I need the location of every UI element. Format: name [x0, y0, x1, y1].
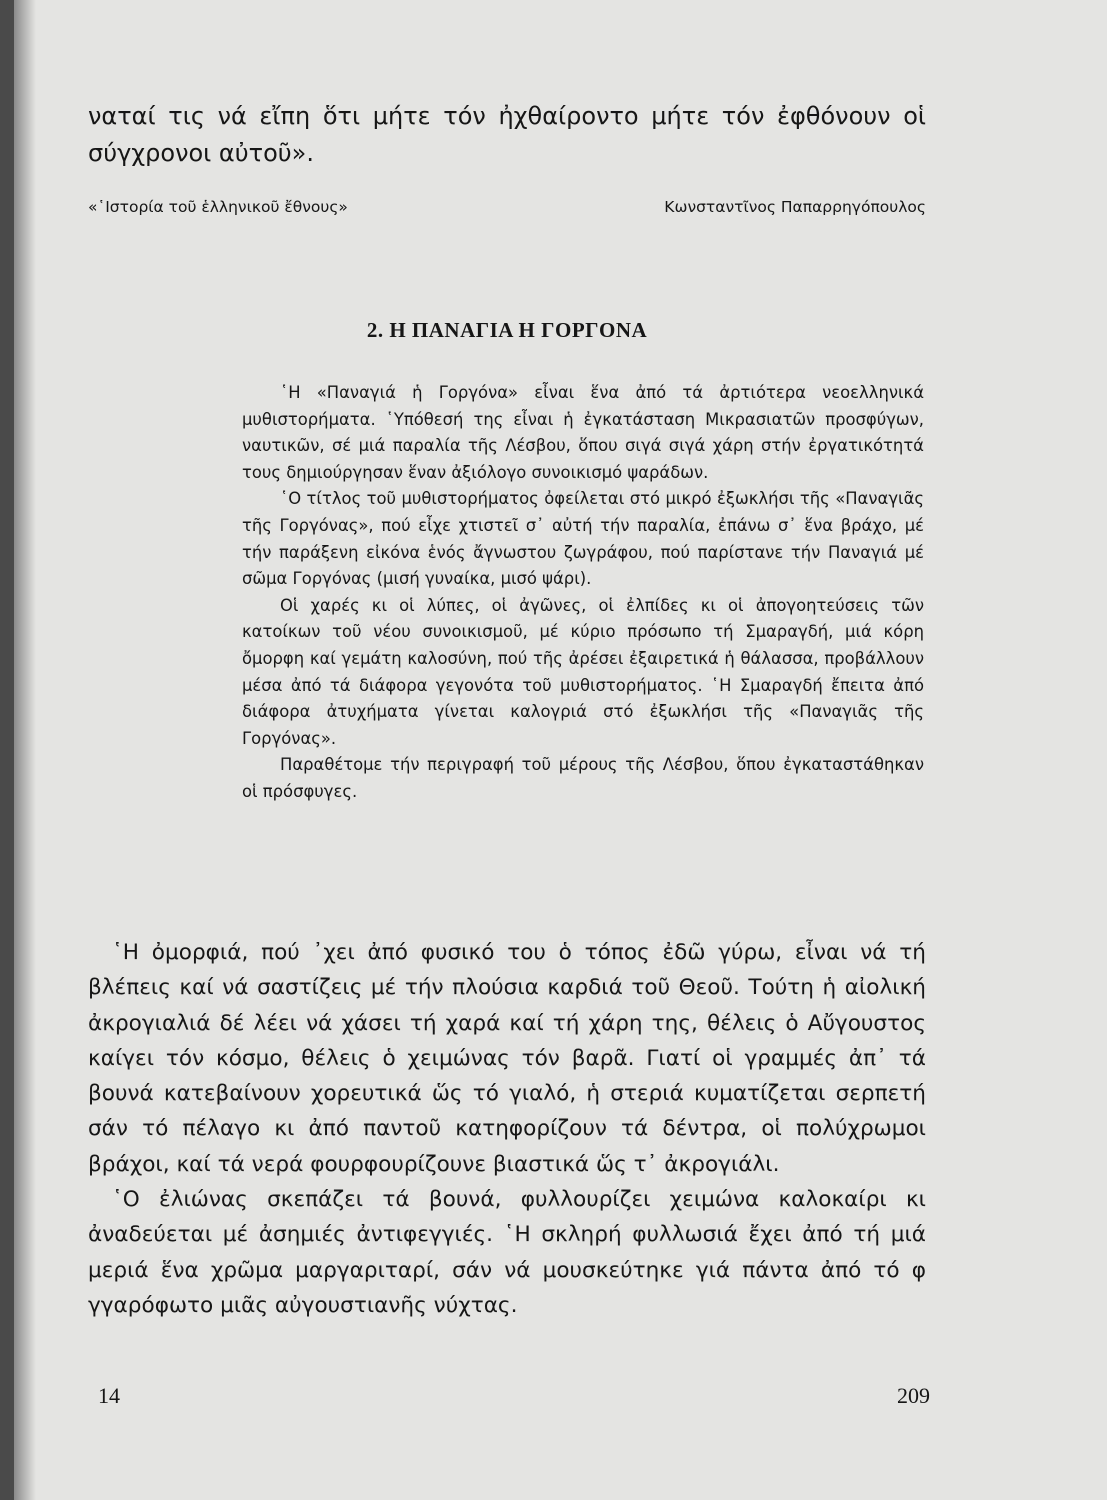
top-quote-text: ναταί τις νά εἴπη ὅτι μήτε τόν ἠχθαίροντο μήτε τόν ἐφθόνουν οἱ σύγχρονοι αὐτοῦ». — [88, 102, 926, 167]
quote-source-author: Κωνσταντῖνος Παπαρρηγόπουλος — [664, 198, 926, 216]
section-title: 2. Η ΠΑΝΑΓΙΑ Η ΓΟΡΓΟΝΑ — [366, 318, 648, 342]
intro-paragraph: ῾Ο τίτλος τοῦ μυθιστορήματος ὀφείλεται στό μικρό ἐξωκλήσι τῆς «Παναγιᾶς τῆς Γοργόνας», πού εἶχε χτιστεῖ σ᾽ αὐτή τήν παραλία, ἐπάνω σ᾽ ἕνα βράχο, μέ τήν παράξενη εἰκόνα ἑνός ἄγνωστου ζωγράφου, πού παρίστανε τήν Παναγιά μέ σῶμα Γοργόνας (μισή γυναίκα, μισό ψάρι). — [242, 489, 924, 589]
intro-paragraph: Παραθέτομε τήν περιγραφή τοῦ μέρους τῆς Λέσβου, ὅπου ἐγκαταστάθηκαν οἱ πρόσφυγες. — [242, 755, 924, 801]
quote-source-work: «῾Ιστορία τοῦ ἑλληνικοῦ ἔθνους» — [88, 198, 348, 216]
spine-shadow — [14, 0, 36, 1500]
signature-number: 14 — [98, 1383, 120, 1408]
quote-source — [88, 198, 926, 216]
book-page — [14, 0, 1107, 1500]
intro-paragraph: ῾Η «Παναγιά ἡ Γοργόνα» εἶναι ἕνα ἀπό τά ἀρτιότερα νεοελληνικά μυθιστορήματα. ῾Υπόθεσή της εἶναι ἡ ἐγκατάσταση Μικρασιατῶν προσφύγων, ναυτικῶν, σέ μιά παραλία τῆς Λέσβου, ὅπου σιγά σιγά χάρη στήν ἐργατικότητά τους δημιούργησαν ἕναν ἀξιόλογο συνοικισμό ψαράδων. — [242, 383, 924, 482]
excerpt-paragraph: ῾Ο ἐλιώνας σκεπάζει τά βουνά, φυλλουρίζει χειμώνα καλοκαίρι κι ἀναδεύεται μέ ἀσημιές ἀντιφεγγιές. ῾Η σκληρή φυλλωσιά ἔχει ἀπό τή μιά μεριά ἕνα χρῶμα μαργαριταρί, σάν νά μουσκεύτηκε γιά πάντα ἀπό τό φ γγαρόφωτο μιᾶς αὐγουστιανῆς νύχτας. — [88, 1187, 926, 1318]
intro-paragraph: Οἱ χαρές κι οἱ λύπες, οἱ ἀγῶνες, οἱ ἐλπίδες κι οἱ ἀπογοητεύσεις τῶν κατοίκων τοῦ νέου συνοικισμοῦ, μέ κύριο πρόσωπο τή Σμαραγδή, μιά κόρη ὄμορφη καί γεμάτη καλοσύνη, πού τῆς ἀρέσει ἐξαιρετικά ἡ θάλασσα, προβάλλουν μέσα ἀπό τά διάφορα γεγονότα τοῦ μυθιστορήματος. ῾Η Σμαραγδή ἔπειτα ἀπό διάφορα ἀτυχήματα γίνεται καλογριά στό ἐξωκλήσι τῆς «Παναγιᾶς τῆς Γοργόνας». — [242, 595, 924, 748]
intro-block — [242, 380, 924, 806]
excerpt-block — [88, 935, 926, 1323]
page-number: 209 — [897, 1383, 930, 1408]
excerpt-paragraph: ῾Η ὀμορφιά, πού ᾽χει ἀπό φυσικό του ὁ τόπος ἐδῶ γύρω, εἶναι νά τή βλέπεις καί νά σαστίζεις μέ τήν πλούσια καρδιά τοῦ Θεοῦ. Τούτη ἡ αἰολική ἀκρογιαλιά δέ λέει νά χάσει τή χαρά καί τή χάρη της, θέλεις ὁ Αὔγουστος καίγει τόν κόσμο, θέλεις ὁ χειμώνας τόν βαρᾶ. Γιατί οἱ γραμμές ἀπ᾽ τά βουνά κατεβαίνουν χορευτικά ὥς τό γιαλό, ἡ στεριά κυματίζεται σερπετή σάν τό πέλαγο κι ἀπό παντοῦ κατηφορίζουν τά δέντρα, οἱ πολύχρωμοι βράχοι, καί τά νερά φουρφουρίζουνε βιαστικά ὥς τ᾽ ἀκρογιάλι. — [88, 940, 926, 1177]
